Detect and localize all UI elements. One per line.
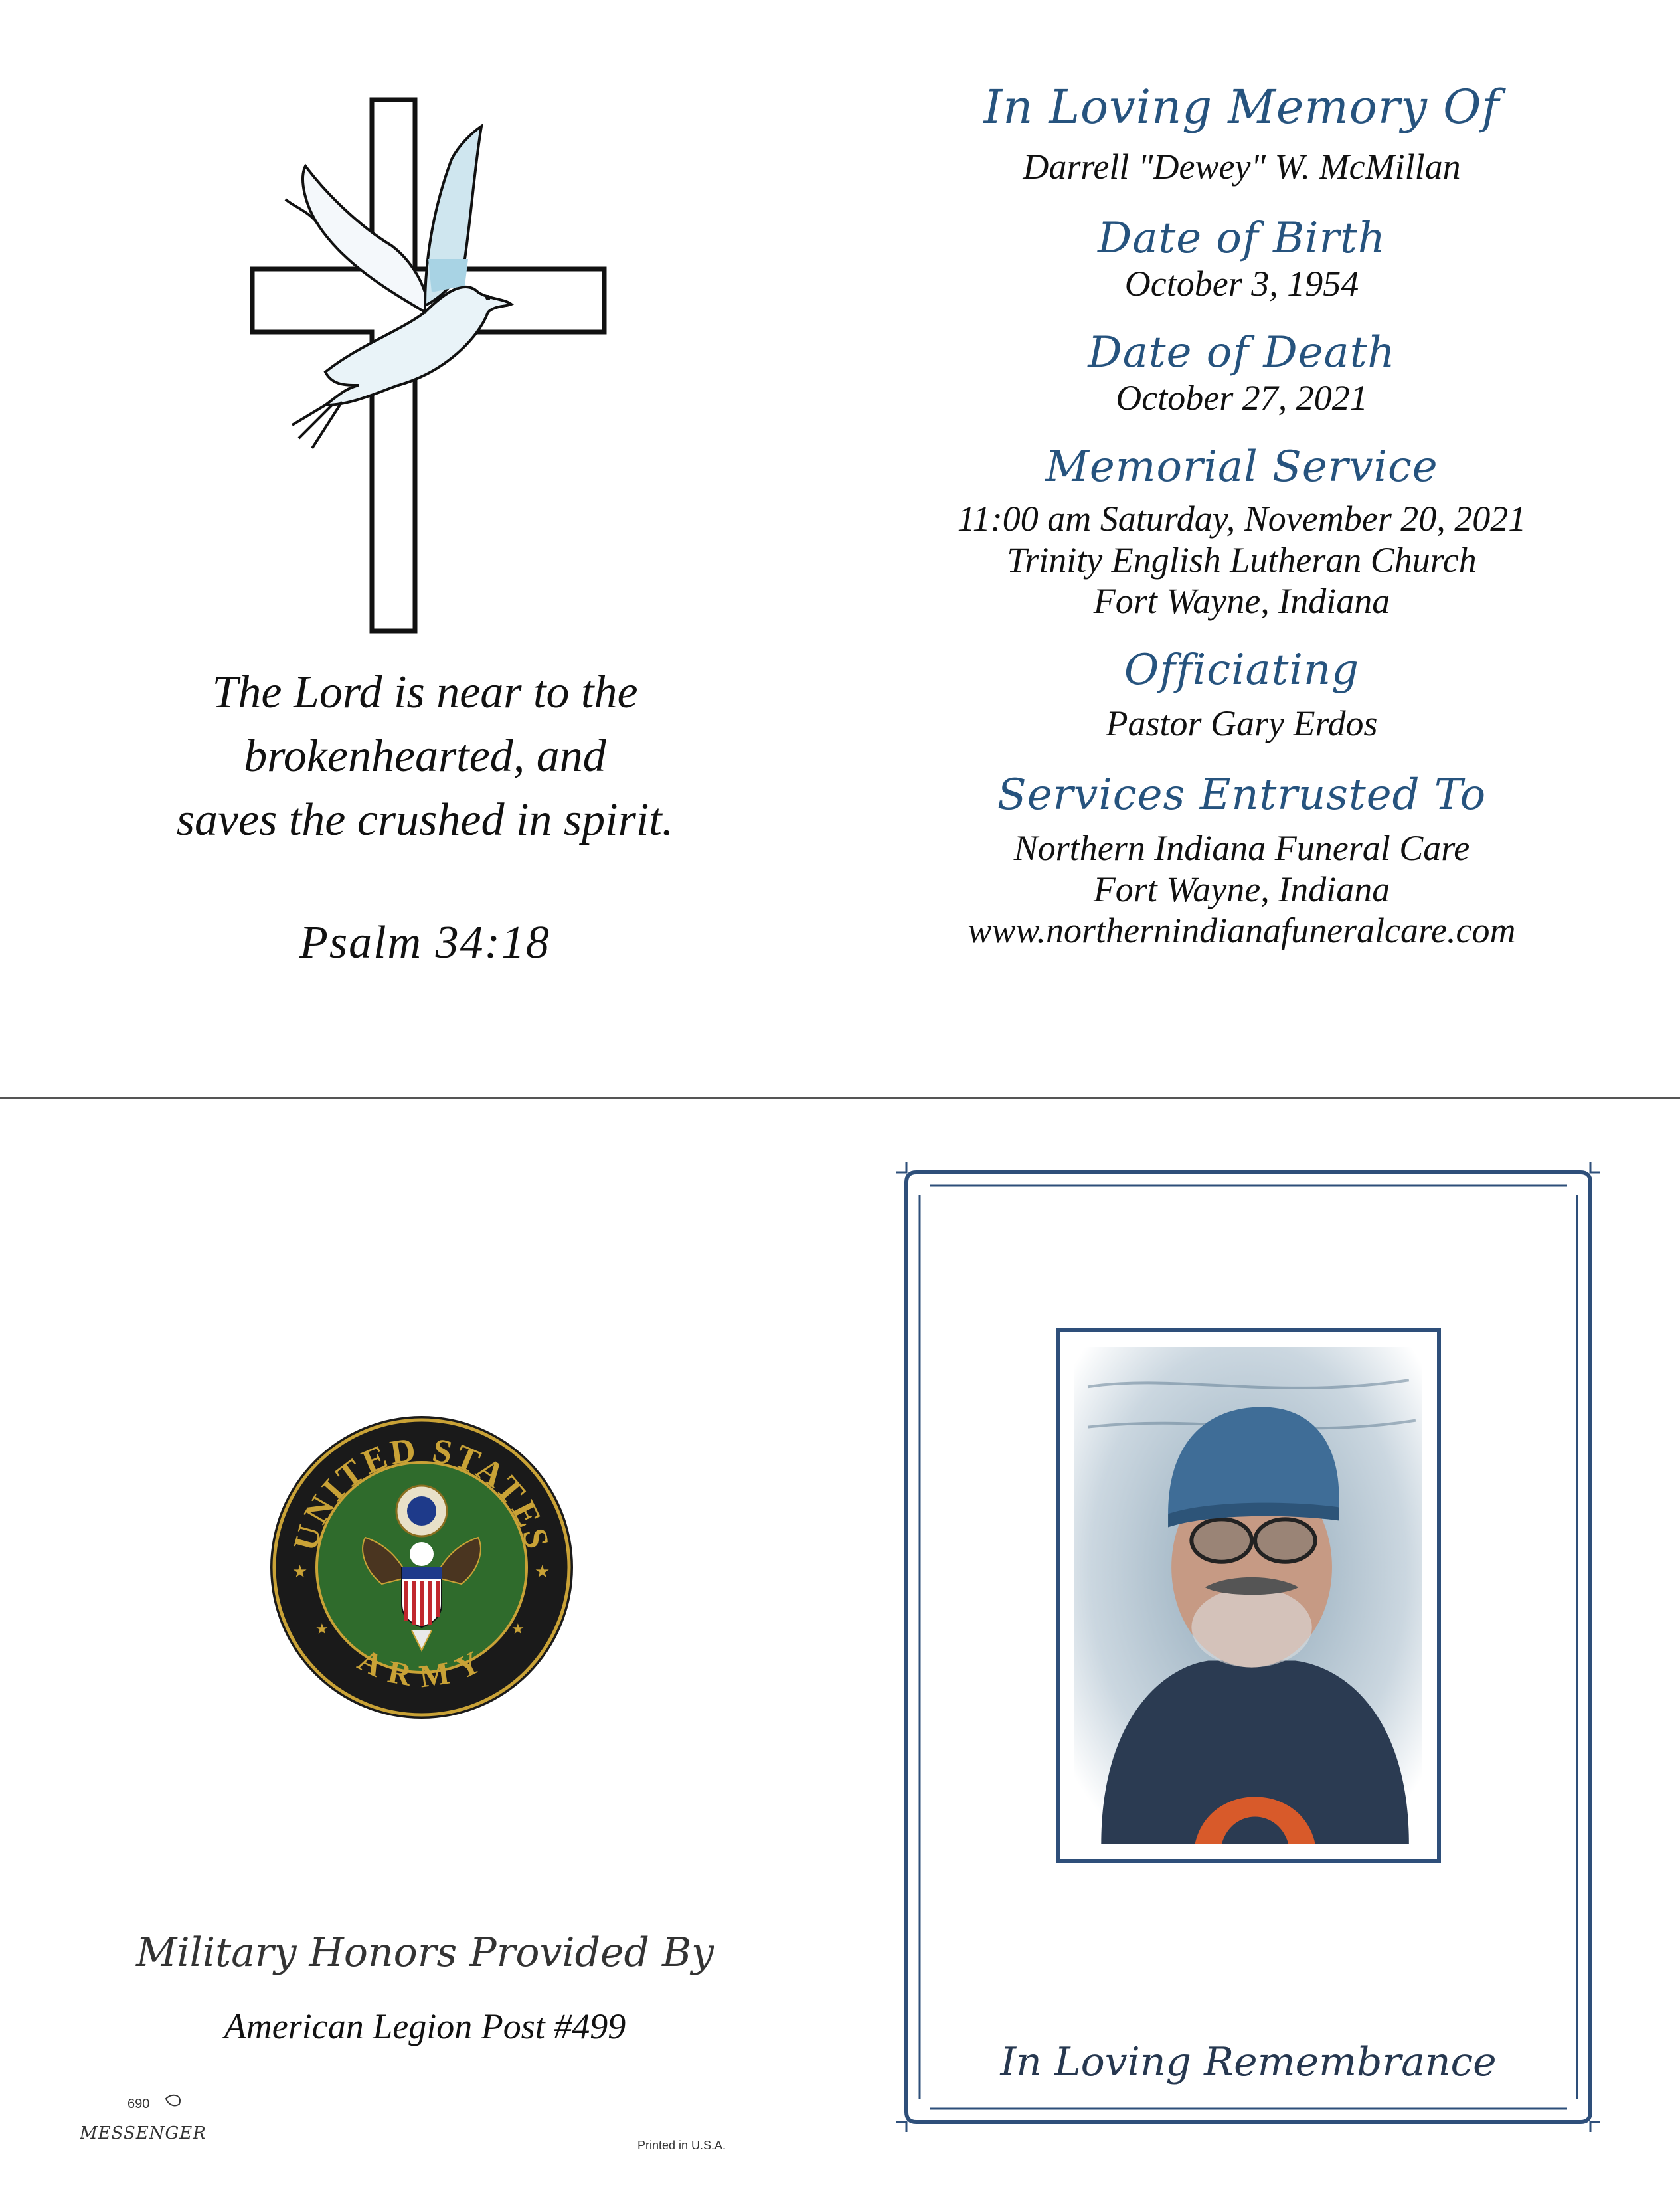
death-date: October 27, 2021 [1116, 378, 1368, 418]
portrait-photo [1074, 1347, 1422, 1844]
remembrance-caption: In Loving Remembrance [1000, 2039, 1497, 2085]
svg-text:UNITED STATES: UNITED STATES [286, 1431, 557, 1555]
bible-verse [93, 661, 757, 852]
svg-text:ARMY: ARMY [352, 1642, 491, 1695]
deceased-name: Darrell "Dewey" W. McMillan [1023, 147, 1461, 187]
verse-line: brokenhearted, and [244, 731, 606, 782]
printed-in-usa: Printed in U.S.A. [637, 2139, 726, 2152]
verse-reference: Psalm 34:18 [299, 917, 550, 968]
funeral-home-website[interactable]: www.northernindianafuneralcare.com [967, 911, 1516, 950]
birth-heading: Date of Birth [1098, 214, 1386, 263]
messenger-logo-icon [80, 2092, 226, 2145]
military-honors-heading: Military Honors Provided By [136, 1929, 714, 1976]
fold-divider [0, 1097, 1680, 1099]
entrusted-heading: Services Entrusted To [997, 770, 1487, 820]
in-loving-memory-heading: In Loving Memory Of [983, 80, 1500, 134]
verse-line: The Lord is near to the [212, 667, 638, 718]
svg-text:★: ★ [511, 1621, 525, 1637]
funeral-home-name: Northern Indiana Funeral Care [1013, 828, 1470, 868]
funeral-home-city: Fort Wayne, Indiana [1093, 869, 1390, 909]
portrait-photo-frame [1056, 1328, 1441, 1863]
svg-text:★: ★ [292, 1562, 308, 1581]
memorial-details [883, 80, 1600, 951]
svg-text:MESSENGER: MESSENGER [80, 2123, 207, 2143]
service-time: 11:00 am Saturday, November 20, 2021 [957, 499, 1527, 539]
us-army-seal-icon [266, 1411, 578, 1723]
service-heading: Memorial Service [1045, 442, 1438, 491]
military-honors-provider: American Legion Post #499 [224, 2006, 626, 2046]
service-place: Trinity English Lutheran Church [1007, 540, 1477, 580]
service-city: Fort Wayne, Indiana [1093, 581, 1390, 621]
cross-dove-icon [226, 93, 624, 638]
svg-text:★: ★ [535, 1562, 550, 1581]
death-heading: Date of Death [1088, 328, 1396, 377]
officiating-heading: Officiating [1124, 646, 1360, 695]
officiant-name: Pastor Gary Erdos [1106, 703, 1378, 743]
svg-text:690: 690 [127, 2097, 150, 2111]
birth-date: October 3, 1954 [1124, 264, 1359, 304]
svg-text:★: ★ [315, 1621, 329, 1637]
verse-line: saves the crushed in spirit. [176, 794, 674, 845]
